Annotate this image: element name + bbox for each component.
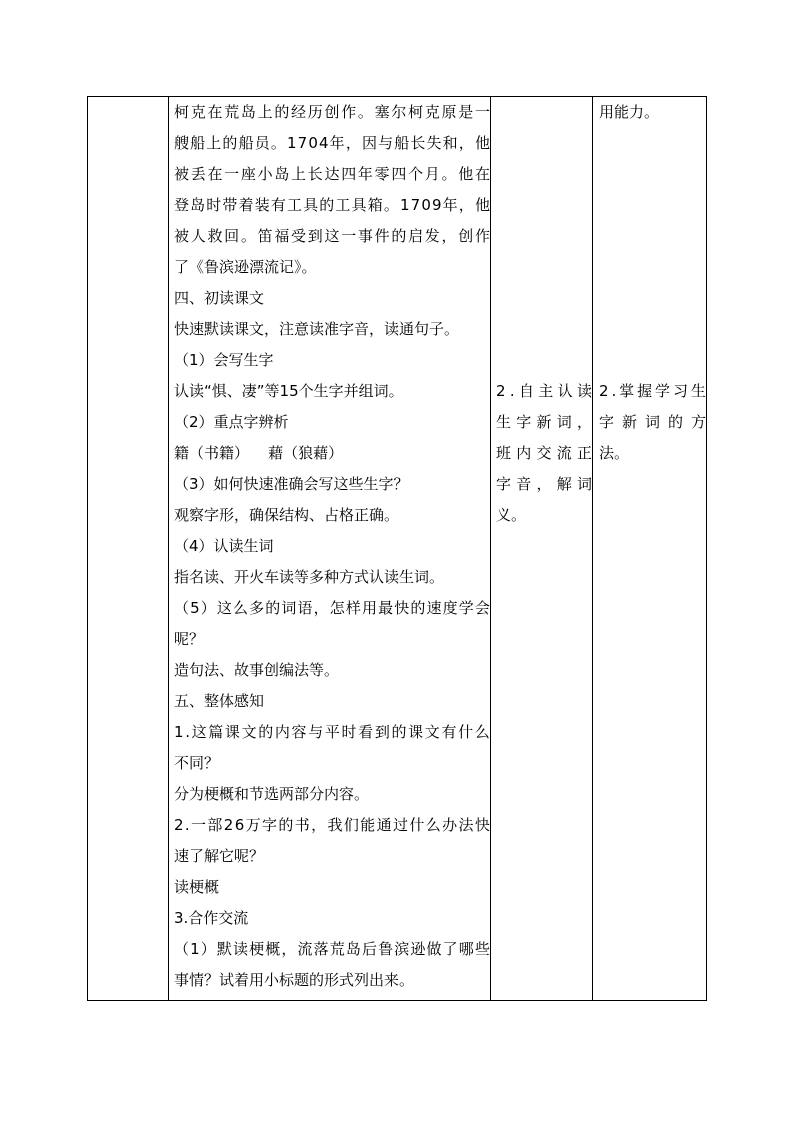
column-divider xyxy=(592,97,593,1000)
content-line: 籍（书籍） 藉（狼藉） xyxy=(174,444,344,462)
content-line: 2 . 一 部 2 6 万 字 的 书 ， 我 们 能 通 过 什 么 办 法 快 xyxy=(174,816,490,834)
content-line: （2）重点字辨析 xyxy=(174,413,289,431)
student-activity-cell xyxy=(491,376,592,531)
content-line: （ 5 ） 这 么 多 的 词 语 ， 怎 样 用 最 快 的 速 度 学 会 xyxy=(174,599,490,617)
activity-line: 班 内 交 流 正 xyxy=(496,444,592,462)
column-divider xyxy=(490,97,491,1000)
activity-line: 义。 xyxy=(496,506,527,524)
content-line: 1 . 这 篇 课 文 的 内 容 与 平 时 看 到 的 课 文 有 什 么 xyxy=(174,723,490,741)
content-line: （ 1 ） 默 读 梗 概 ， 流 落 荒 岛 后 鲁 滨 逊 做 了 哪 些 xyxy=(174,940,490,958)
content-line: 指名读、开火车读等多种方式认读生词。 xyxy=(174,568,445,586)
activity-line: 字 音 ， 解 词 xyxy=(496,475,592,493)
content-line: 了《鲁滨逊漂流记》。 xyxy=(174,258,317,276)
content-line: （3）如何快速准确会写这些生字？ xyxy=(174,475,409,493)
content-line: 不同？ xyxy=(174,754,220,772)
content-line: 认读“惧、凄”等15个生字并组词。 xyxy=(174,382,404,400)
content-line: 艘 船 上 的 船 员 。 1 7 0 4 年 ， 因 与 船 长 失 和 ， 他 xyxy=(174,134,490,152)
content-line: 呢？ xyxy=(174,630,205,648)
design-intent-cell xyxy=(593,97,706,128)
content-line: 事情？试着用小标题的形式列出来。 xyxy=(174,971,415,989)
lesson-plan-table xyxy=(87,96,707,1001)
section-heading: 四、初读课文 xyxy=(174,289,265,307)
content-line: 观察字形，确保结构、占格正确。 xyxy=(174,506,400,524)
activity-line: 生 字 新 词 ， xyxy=(496,413,592,431)
content-line: 造句法、故事创编法等。 xyxy=(174,661,340,679)
activity-line: 2 . 自 主 认 读 xyxy=(496,382,592,400)
content-line: 分为梗概和节选两部分内容。 xyxy=(174,785,370,803)
content-line: 速了解它呢？ xyxy=(174,847,265,865)
intent-line: 2 . 掌 握 学 习 生 xyxy=(599,382,706,400)
intent-line: 用能力。 xyxy=(599,103,660,121)
design-intent-cell xyxy=(593,376,706,469)
content-line: （4）认读生词 xyxy=(174,537,274,555)
content-line: 被 丢 在 一 座 小 岛 上 长 达 四 年 零 四 个 月 。 他 在 xyxy=(174,165,490,183)
content-line: 快速默读课文，注意读准字音，读通句子。 xyxy=(174,320,460,338)
content-line: （1）会写生字 xyxy=(174,351,274,369)
content-line: 读梗概 xyxy=(174,878,220,896)
intent-line: 法。 xyxy=(599,444,630,462)
content-line: 柯 克 在 荒 岛 上 的 经 历 创 作 。 塞 尔 柯 克 原 是 一 xyxy=(174,103,490,121)
intent-line: 字 新 词 的 方 xyxy=(599,413,706,431)
section-heading: 五、整体感知 xyxy=(174,692,265,710)
teaching-content-cell xyxy=(169,97,490,996)
content-line: 登 岛 时 带 着 装 有 工 具 的 工 具 箱 。 1 7 0 9 年 ， 他 xyxy=(174,196,490,214)
content-line: 被 人 救 回 。 笛 福 受 到 这 一 事 件 的 启 发 ， 创 作 xyxy=(174,227,490,245)
content-line: 3.合作交流 xyxy=(174,909,249,927)
